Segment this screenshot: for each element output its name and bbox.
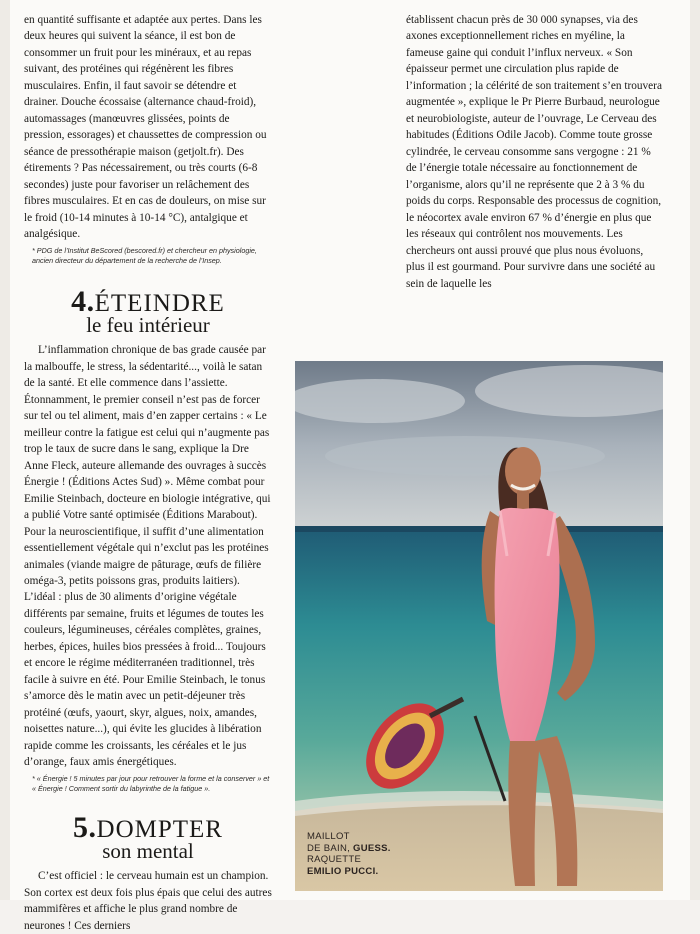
section-4-heading xyxy=(24,287,272,336)
section-5-heading xyxy=(24,813,272,862)
caption-line-2 xyxy=(307,843,391,854)
footnote-1: * PDG de l’Institut BeScored (bescored.fr) et chercheur en physiologie, ancien directeur du département de la recherche de l’Insep. xyxy=(32,245,257,265)
section-5-subtitle: son mental xyxy=(102,839,194,864)
section-5-number: 5. xyxy=(73,811,97,845)
caption-line-2a: DE BAIN, xyxy=(307,842,353,854)
section-4-number: 4. xyxy=(71,285,95,319)
section-5-title: DOMPTER xyxy=(96,816,223,844)
footnote-2: * « Énergie ! 5 minutes par jour pour retrouver la forme et la conserver » et « Énergie ! Comment sortir du labyrinthe de la fatigue ». xyxy=(32,773,270,793)
section-4-title: ÉTEINDRE xyxy=(94,290,225,318)
caption-brand-pucci: EMILIO PUCCI. xyxy=(307,865,379,877)
right-column xyxy=(406,12,662,292)
left-column xyxy=(24,12,272,934)
caption-line-3: RAQUETTE xyxy=(307,854,362,866)
photo-caption xyxy=(307,831,391,877)
section-4-body: L’inflammation chronique de bas grade causée par la malbouffe, le stress, la sédentarité..., voilà le satan de la santé. Et elle commence dans l’assiette. Étonnamment, le premier conseil n’est pas de forcer sur tel ou tel aliment, mais d’en zapper certains : « Le meilleur contre la fatigue est celui qui n’augmente pas trop le taux de sucre dans le sang, explique la Dre Anne Fleck, auteure allemande des ouvrages à succès Énergie ! (Éditions Actes Sud) ». Même combat pour Emilie Steinbach, docteure en biologie intégrative, qui a publié Votre santé optimisée (Éditions Marabout). Pour la neuroscientifique, il suffit d’une alimentation essentiellement végétale qui n’exclut pas les protéines animales (viande maigre de pâturage, œufs de filière oméga-3, petits poissons gras, produits laitiers). L’idéal : plus de 30 aliments d’origine végétale différents par semaine, fruits et légumes de toutes les couleurs, légumineuses, céréales complètes, graines, herbes, épices, huiles bios pressées à froid... Toujours et encore le régime méditerranéen traditionnel, très facile à suivre en été. Pour Emilie Steinbach, le tonus s’amorce dès le matin avec un petit-déjeuner très protéiné (œufs, yaourt, skyr, algues, noix, amandes, noisettes nature...), qui évite les glucides à libération rapide comme les croissants, les céréales et le jus d’orange, faux amis énergétiques. xyxy=(24,344,271,769)
intro-paragraph: en quantité suffisante et adaptée aux pertes. Dans les deux heures qui suivent la séance, il est bon de consommer un fruit pour les minéraux, et au repas suivant, des protéines qui régénèrent les fibres musculaires. Enfin, il faut savoir se détendre et drainer. Douche écossaise (alternance chaud-froid), automassages (manœuvres glissées, points de pression, essorages) et chaussettes de compression ou séance de pressothérapie maison (getjolt.fr). Des étirements ? Pas nécessairement, ou très courts (6-8 secondes) juste pour favoriser un relâchement des fibres musculaires. Et en cas de douleurs, on mise sur le froid (10-14 minutes à 10-14 °C), antalgique et analgésique. xyxy=(24,14,267,241)
page-edge-left xyxy=(0,0,10,900)
section-5-body: C’est officiel : le cerveau humain est un champion. Son cortex est deux fois plus épais que celui des autres mammifères et affiche le plus grand nombre de neurones ! Ces derniers xyxy=(24,870,272,932)
beach-photo-illustration xyxy=(295,361,663,891)
caption-brand-guess: GUESS. xyxy=(353,842,391,854)
page-edge-right xyxy=(690,0,700,900)
section-4-subtitle: le feu intérieur xyxy=(86,313,210,338)
beach-photo xyxy=(295,361,663,891)
caption-line-1: MAILLOT xyxy=(307,831,350,843)
right-column-body: établissent chacun près de 30 000 synapses, via des axones exceptionnellement riches en myéline, la fameuse gaine qui conduit l’influx nerveux. « Son épaisseur permet une circulation plus rapide de l’information ; la célérité de son traitement s’en trouvera augmentée », explique le Pr Pierre Burbaud, neurologue et neurobiologiste, auteur de l’ouvrage, Le Cerveau des habitudes (Éditions Odile Jacob). Comme toute grosse cylindrée, le cerveau consomme sans vergogne : 21 % de l’énergie totale nécessaire au fonctionnement de l’organisme, alors qu’il ne représente que 2 à 3 % du poids du corps. Responsable des processus de cognition, le néocortex avale environ 67 % d’énergie en plus que les réseaux qui contrôlent nos mouvements. Les chercheurs ont aussi prouvé que plus nous évoluons, plus il est gourmand. Pour survivre dans une société au sein de laquelle les xyxy=(406,14,662,290)
